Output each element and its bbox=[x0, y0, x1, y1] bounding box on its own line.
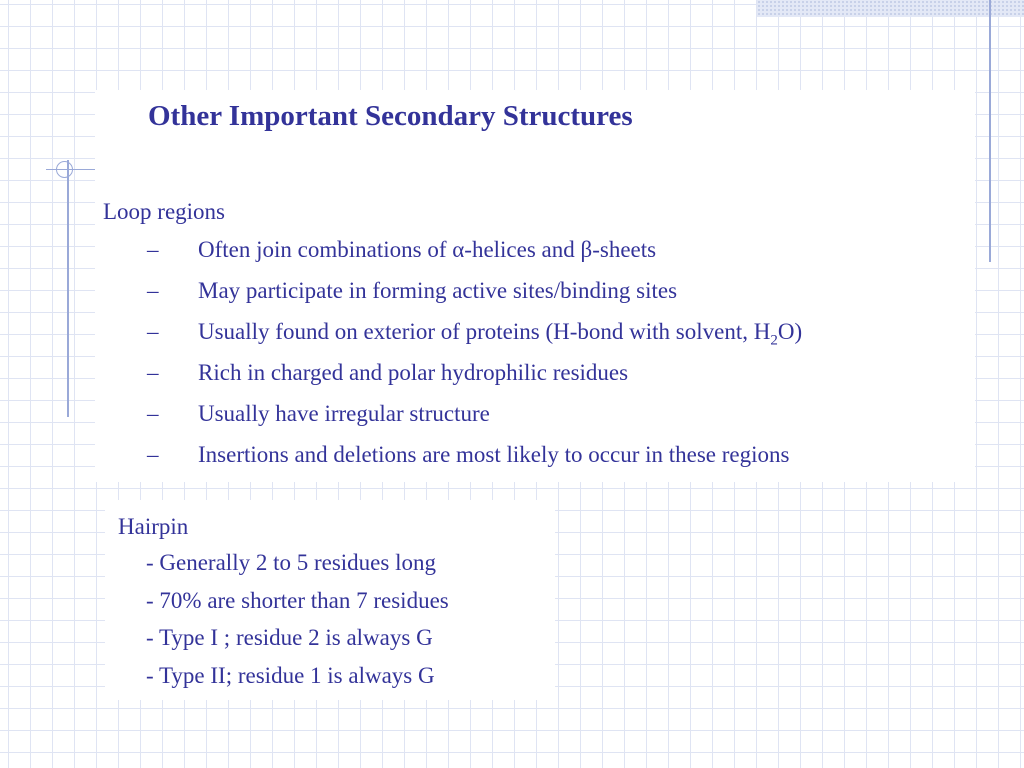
list-item bbox=[147, 360, 802, 401]
hairpin-heading: Hairpin bbox=[118, 514, 189, 539]
loop-regions-list bbox=[147, 237, 802, 483]
dash-bullet: – bbox=[147, 237, 159, 262]
list-item bbox=[147, 401, 802, 442]
decorative-vertical-line-right bbox=[989, 0, 991, 262]
list-item: - Type II; residue 1 is always G bbox=[146, 662, 435, 688]
decorative-top-band bbox=[757, 0, 1024, 17]
list-item: - Generally 2 to 5 residues long bbox=[146, 550, 436, 575]
list-item-text: Often join combinations of α-helices and β-sheets bbox=[198, 237, 657, 262]
list-item bbox=[147, 319, 802, 360]
decorative-circle bbox=[56, 161, 73, 178]
dash-bullet: – bbox=[147, 278, 159, 303]
hairpin-list bbox=[146, 550, 449, 700]
list-item-text: Usually have irregular structure bbox=[198, 401, 490, 426]
list-item-text: Rich in charged and polar hydrophilic residues bbox=[198, 360, 629, 385]
dash-bullet: – bbox=[147, 401, 159, 426]
list-item-text: Insertions and deletions are most likely to occur in these regions bbox=[198, 442, 790, 467]
slide-title: Other Important Secondary Structures bbox=[148, 100, 633, 132]
list-item-text bbox=[198, 319, 802, 350]
loop-regions-heading: Loop regions bbox=[103, 199, 226, 224]
list-item-text: May participate in forming active sites/binding sites bbox=[198, 278, 678, 303]
dash-bullet: – bbox=[147, 360, 159, 385]
list-item bbox=[147, 237, 802, 278]
list-item-text-main: Usually found on exterior of proteins (H-bond with solvent, H bbox=[198, 319, 771, 344]
list-item: - 70% are shorter than 7 residues bbox=[146, 587, 449, 613]
dash-bullet: – bbox=[147, 442, 159, 467]
list-item bbox=[147, 442, 802, 483]
subscript: 2 bbox=[770, 332, 778, 349]
decorative-vertical-line-left bbox=[67, 160, 69, 417]
list-item: - Type I ; residue 2 is always G bbox=[146, 625, 433, 650]
list-item-text-tail: O) bbox=[777, 319, 803, 344]
list-item bbox=[147, 278, 802, 319]
dash-bullet: – bbox=[147, 319, 159, 344]
